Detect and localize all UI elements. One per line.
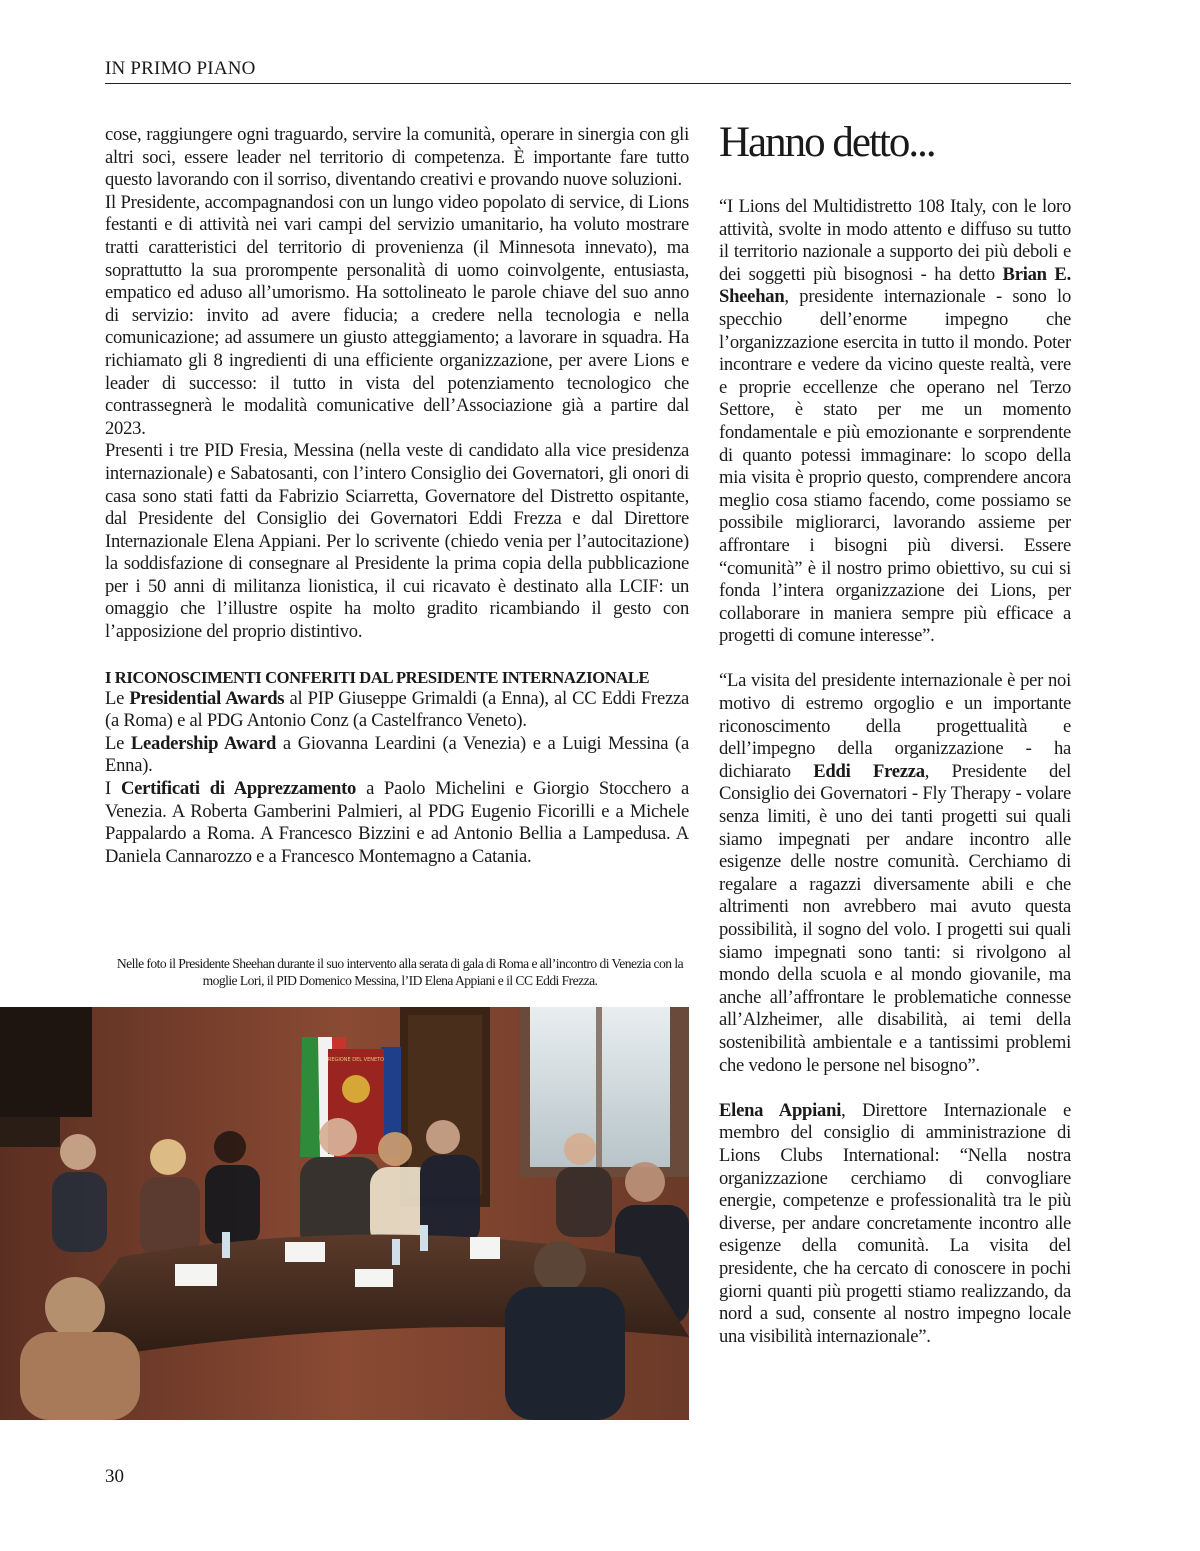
awards-text: I — [105, 778, 121, 800]
right-column — [719, 118, 1071, 1348]
quote-appiani — [719, 1100, 1071, 1349]
photo-caption: Nelle foto il Presidente Sheehan durante il suo intervento alla serata di gala di Roma e all’incontro di Venezia con la moglie Lori, il PID Domenico Messina, l’ID Elena Appiani e il CC Eddi Frezza. — [116, 956, 684, 988]
body-paragraph-2: Il Presidente, accompagnandosi con un lungo video popolato di service, di Lions festanti e di attività nei vari campi del servizio umanitario, ha voluto mostrare tratti caratteristici del territorio di provenienza (il Minnesota innevato), ma soprattutto la sua prorompente personalità di uomo coinvolgente, entusiasta, empatico ed aduso all’umorismo. Ha sottolineato le parole chiave del suo anno di servizio: invito ad avere fiducia; a credere nella tecnologia e nella comunicazione; ad assumere un giusto atteggiamento; a lavorare in squadra. Ha richiamato gli 8 ingredienti di una efficiente organizzazione, per avere Lions e leader di successo: il tutto in vista del potenziamento tecnologico che contrassegnerà le modalità comunicative dell’Associazione già a partire dal 2023. — [105, 191, 689, 439]
awards-text: a Paolo Michelini e Giorgio Stocchero a Venezia. A Roberta Gamberini Palmieri, al PDG Eugenio Ficorilli e a Michele Pappalardo a Roma. A Francesco Bizzini e ad Antonio Bellia a Lampedusa. A Daniela Cannarozzo e a Francesco Montemagno a Catania. — [105, 778, 689, 867]
awards-subheading: I RICONOSCIMENTI CONFERITI DAL PRESIDENTE INTERNAZIONALE — [105, 667, 650, 687]
awards-text: a Giovanna Leardini (a Venezia) e a Luigi Messina (a Enna). — [105, 732, 689, 777]
meeting-photo — [0, 1007, 689, 1420]
award-name: Presidential Awards — [129, 687, 285, 709]
quote-frezza — [719, 670, 1071, 1077]
left-column — [105, 124, 689, 868]
awards-text: Le — [105, 732, 131, 754]
award-name: Leadership Award — [130, 732, 277, 754]
body-paragraph-1: cose, raggiungere ogni traguardo, servire la comunità, operare in sinergia con gli altri soci, essere leader nel territorio di competenza. È importante fare tutto questo lavorando con il sorriso, diventando creativi e provando nuove soluzioni. — [105, 124, 689, 191]
section-title: Hanno detto... — [719, 119, 935, 166]
quote-text: , Direttore Internazionale e membro del consiglio di amministrazione di Lions Clubs International: “Nella nostra organizzazione cerchiamo di convogliare energie, competenze e professionalità tra le più diverse, per andare concretamente incontro alle esigenze della comunità. La visita del presidente, che ha cercato di conoscere in pochi giorni quanti più progetti stiamo realizzando, da nord a sud, consente al nostro impegno locale una visibilità internazionale”. — [719, 1099, 1071, 1347]
meeting-photo-illustration — [0, 1007, 689, 1420]
awards-certificates — [105, 778, 689, 868]
quote-text: , presidente internazionale - sono lo specchio dell’enorme impegno che l’organizzazione esercita in tutto il mondo. Poter incontrare e vedere da vicino queste realtà, vere e proprie eccellenze che operano nel Terzo Settore, è stato per me un momento fondamentale e più emozionante e sorprendente di quanto potessi immaginare: lo scopo della mia visita è proprio questo, comprendere ancora meglio cosa stiamo facendo, come possiamo se possibile migliorarci, lavorando assieme per affrontare i bisogni più diversi. Essere “comunità” è il nostro primo obiettivo, su cui si fonda l’intera organizzazione dei Lions, per collaborare in maniera sempre più efficace a progetti di comune interesse”. — [719, 286, 1071, 647]
quote-text: “I Lions del Multidistretto 108 Italy, con le loro attività, svolte in modo attento e diffuso su tutto il territorio nazionale a supporto dei più deboli e dei soggetti più bisognosi - ha detto — [719, 196, 1071, 285]
awards-text: Le — [105, 687, 130, 709]
awards-text: al PIP Giuseppe Grimaldi (a Enna), al CC Eddi Frezza (a Roma) e al PDG Antonio Conz (a Castelfranco Veneto). — [105, 687, 689, 732]
speaker-name: Eddi Frezza — [813, 760, 925, 782]
section-header: IN PRIMO PIANO — [105, 58, 1071, 84]
page-number: 30 — [105, 1466, 124, 1487]
body-paragraph-3: Presenti i tre PID Fresia, Messina (nella veste di candidato alla vice presidenza internazionale) e Sabatosanti, con l’intero Consiglio dei Governatori, gli onori di casa sono stati fatti da Fabrizio Sciarretta, Governatore del Distretto ospitante, dal Presidente del Consiglio dei Governatori Eddi Frezza e dal Direttore Internazionale Elena Appiani. Per lo scrivente (chiedo venia per l’autocitazione) la soddisfazione di consegnare al Presidente la prima copia della pubblicazione per i 50 anni di militanza lionistica, il cui ricavato è destinato alla LCIF: un omaggio che l’illustre ospite ha molto gradito ricambiando il gesto con l’apposizione del proprio distintivo. — [105, 440, 689, 643]
award-name: Certificati di Apprezzamento — [120, 778, 357, 800]
quote-sheehan — [719, 196, 1071, 648]
quote-text: , Presidente del Consiglio dei Governatori - Fly Therapy - volare senza limiti, è uno dei tanti progetti sui quali siamo impegnati per andare incontro alle esigenze delle nostre comunità. Cerchiamo di regalare a ragazzi diversamente abili e che altrimenti non avrebbero mai avuto questa possibilità, il sogno del volo. I progetti sui quali siamo impegnati sono tanti: si rivolgono al mondo della scuola e al mondo giovanile, ma anche all’affrontare le problematiche connesse all’Alzheimer, alle disabilità, ai temi della sostenibilità ambientale e a tantissimi problemi che vedono le persone nel bisogno”. — [719, 760, 1071, 1076]
banner-text: REGIONE DEL VENETO — [327, 1057, 385, 1063]
speaker-name: Brian E. Sheehan — [719, 263, 1071, 308]
awards-presidential — [105, 688, 689, 733]
speaker-name: Elena Appiani — [719, 1099, 842, 1121]
awards-leadership — [105, 733, 689, 778]
quote-text: “La visita del presidente internazionale è per noi motivo di estremo orgoglio e un importante riconoscimento della progettualità e dell’impegno della organizzazione - ha dichiarato — [719, 670, 1071, 782]
